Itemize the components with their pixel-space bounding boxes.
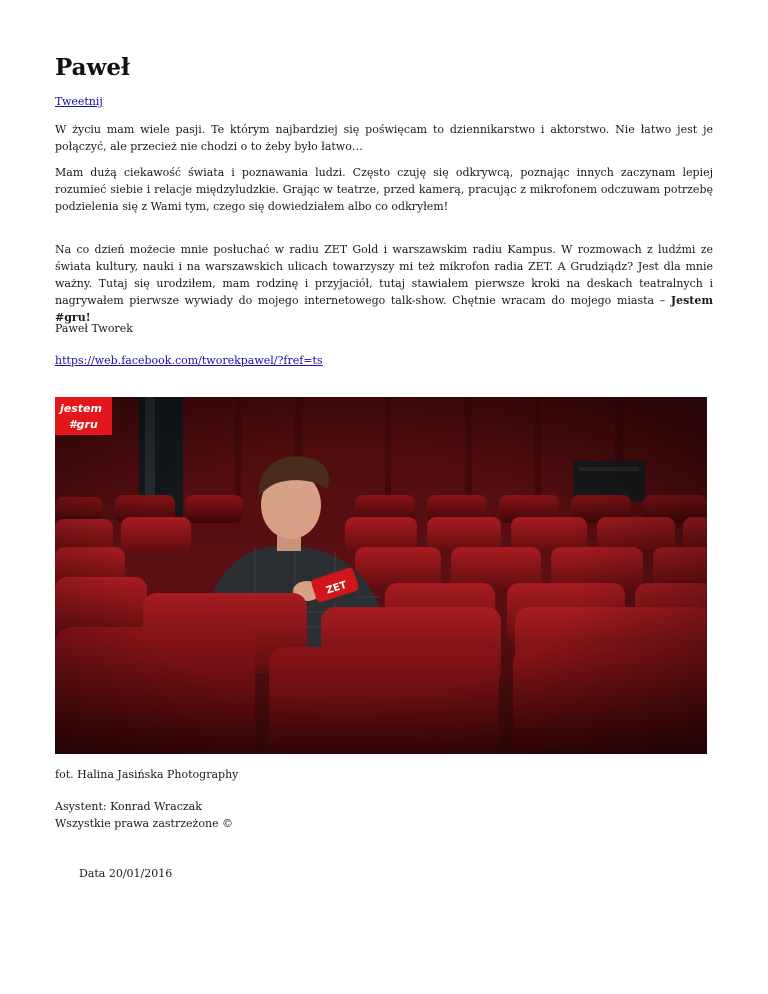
jestem-gru-bold: Jestem #gru! (55, 294, 713, 324)
author-name: Paweł Tworek (55, 322, 133, 335)
paragraph-radio-text: Na co dzień możecie mnie posłuchać w radiu ZET Gold i warszawskim radiu Kampus. W rozmowach z ludźmi ze świata kultury, nauki i na warszawskich ulicach towarzyszy mi też mikrofon radia ZET. A Grudziądz? Jest dla mnie ważny. Tutaj się urodziłem, mam rodzinę i przyjaciół, tutaj stawiałem pierwsze kroki na deskach teatralnych i nagrywałem pierwsze wywiady do mojego internetowego talk-show. Chętnie wracam do mojego miasta – (55, 243, 713, 307)
photo-caption: fot. Halina Jasińska Photography (55, 768, 239, 781)
assistant-credit: Asystent: Konrad Wraczak (55, 800, 202, 813)
rights-notice: Wszystkie prawa zastrzeżone © (55, 817, 234, 830)
badge-line1: jestem (60, 402, 102, 415)
tweet-link[interactable]: Tweetnij (55, 95, 103, 108)
paragraph-intro: W życiu mam wiele pasji. Te którym najbardziej się poświęcam to dziennikarstwo i aktorstwo. Nie łatwo jest je połączyć, ale przecież nie chodzi o to żeby było łatwo… (55, 123, 713, 153)
cinema-photo (55, 397, 707, 754)
facebook-link[interactable]: https://web.facebook.com/tworekpawel/?fref=ts (55, 354, 323, 367)
page-title: Paweł (55, 54, 130, 81)
paragraph-curiosity: Mam dużą ciekawość świata i poznawania ludzi. Często czuję się odkrywcą, poznając innych zaczynam lepiej rozumieć siebie i relacje międzyludzkie. Grając w teatrze, przed kamerą, pracując z mikrofonem odczuwam potrzebę podzielenia się z Wami tym, czego się dowiedziałem albo co odkryłem! (55, 166, 713, 213)
paragraph-radio (55, 241, 713, 326)
badge-line2: #gru (69, 418, 98, 431)
publication-date: Data 20/01/2016 (79, 867, 173, 880)
